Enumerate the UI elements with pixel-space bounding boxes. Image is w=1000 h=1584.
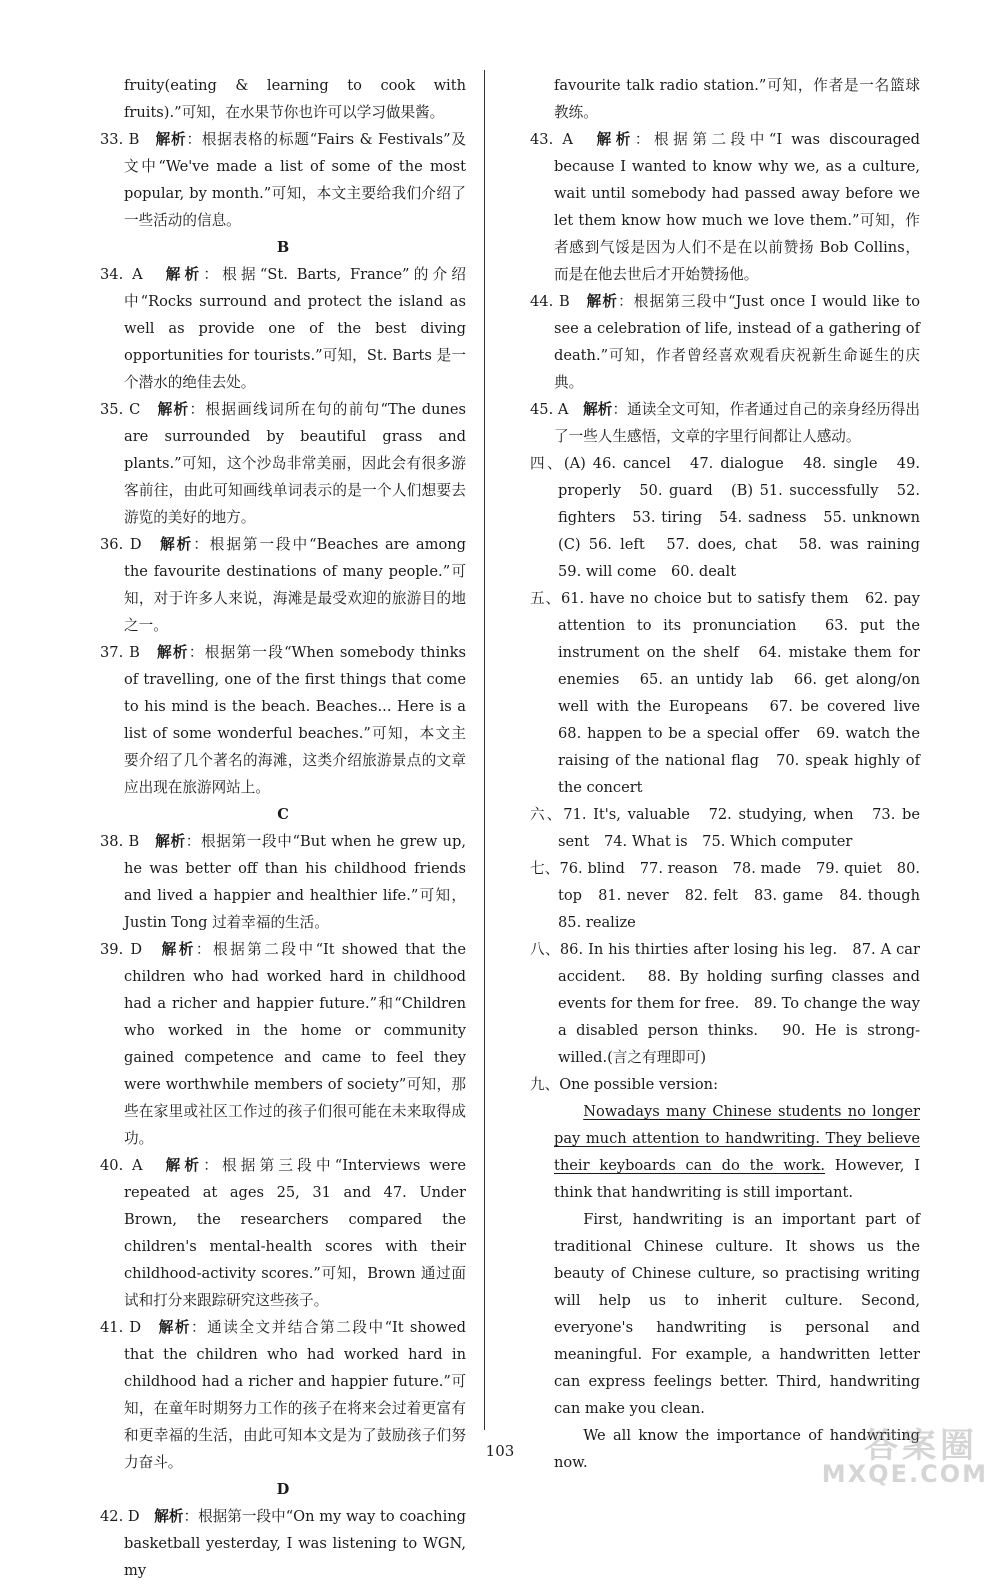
analysis-label: 解析 [155,833,186,850]
answer-number: 34. A [100,266,143,283]
analysis-label: 解析 [165,1157,204,1174]
answer-section: 七、76. blind 77. reason 78. made 79. quiet 80. top 81. never 82. felt 83. game 84. though 85. realize [530,860,935,931]
answer-number: 45. A [530,401,569,418]
essay-paragraph-1: Nowadays many Chinese students no longer pay much attention to handwriting. They believe their keyboards can do the work. However, I think that handwriting is still important. [554,1103,921,1201]
answer-number: 38. B [100,833,140,850]
analysis-text: ：根据第一段中“But when he grew up, he was better off than his childhood friends and lived a happier and healthier life.”可知，Justin Tong 过着幸福的生活。 [124,833,466,931]
answer-section: 九、One possible version: [530,1076,719,1093]
analysis-label: 解析 [155,131,187,148]
answer-section: 八、86. In his thirties after losing his leg. 87. A car accident. 88. By holding surfing classes and events for them for free. 89. To change the way a disabled person thinks. 90. He is strong-willed.(言之有理即可) [530,941,920,1066]
answer-number: 37. B [100,644,140,661]
answer-number: 39. D [100,941,143,958]
watermark-logo [788,1418,988,1488]
answer-item [100,1152,466,1314]
analysis-label: 解析 [157,644,189,661]
answer-item [530,288,920,396]
analysis-label: 解析 [583,401,613,418]
answer-number: 40. A [100,1157,143,1174]
essay-underlined-sentence: Nowadays many Chinese students no longer pay much attention to handwriting. They believe their keyboards can do the work. [554,1103,920,1174]
answer-number: 33. B [100,131,140,148]
answer-item [100,396,466,531]
analysis-label: 解析 [165,266,204,283]
left-column [100,72,466,1584]
answer-section: 四、(A) 46. cancel 47. dialogue 48. single 49. properly 50. guard (B) 51. successfully 52. fighters 53. tiring 54. sadness 55. unknown (C) 56. left 57. does, chat 58. was raining 59. will come 60. dealt [530,455,935,580]
analysis-label: 解析 [596,131,635,148]
column-divider [484,70,485,1430]
analysis-text: ：根据第三段中“Just once I would like to see a celebration of life, instead of a gathering of death.”可知，作者曾经喜欢观看庆祝新生命诞生的庆典。 [554,293,920,391]
section-heading: B [276,239,290,256]
analysis-label: 解析 [586,293,619,310]
analysis-label: 解析 [154,1508,184,1525]
analysis-text: ：根据第二段中“I was discouraged because I wanted to know why we, as a culture, wait until somebody had passed away before we let them know how much we love them.”可知，作者感到气馁是因为人们不是在以前赞扬 Bob Collins，而是在他去世后才开始赞扬他。 [554,131,920,283]
answer-number: 35. C [100,401,141,418]
answer-item [100,936,466,1152]
analysis-label: 解析 [161,941,196,958]
answer-section: 五、61. have no choice but to satisfy them 62. pay attention to its pronunciation 63. put the instrument on the shelf 64. mistake them for enemies 65. an untidy lab 66. get along/on well with the Europeans 67. be covered live 68. happen to be a special offer 69. watch the raising of the national flag 70. speak highly of the concert [530,590,935,796]
analysis-text: ：根据第二段中“It showed that the children who had worked hard in childhood had a richer and happier future.”和“Children who worked in the home or community gained competence and came to feel they were worthwhile members of society”可知，那些在家里或社区工作过的孩子们很可能在未来取得成功。 [124,941,466,1147]
answer-item [100,126,466,234]
continued-text: favourite talk radio station.”可知，作者是一名篮球教练。 [554,77,920,121]
essay-paragraph-3: We all know the importance of handwriting now. [554,1427,920,1471]
analysis-label: 解析 [157,401,190,418]
answer-item [100,1503,466,1584]
analysis-text: ：根据第三段中“Interviews were repeated at ages 25, 31 and 47. Under Brown, the researchers compared the children's mental-health scores with their childhood-activity scores.”可知，Brown 通过面试和打分来跟踪研究这些孩子。 [124,1157,466,1309]
watermark-bottom-text: MXQE.COM [821,1460,988,1488]
right-column-items [530,72,935,1098]
answer-number: 41. D [100,1319,142,1336]
analysis-text: ：根据第一段“When somebody thinks of travelling, one of the first things that come to his mind is the beach. Beaches... Here is a list of some wonderful beaches.”可知，本文主要介绍了几个著名的海滩，这类介绍旅游景点的文章应出现在旅游网站上。 [124,644,466,796]
essay-paragraph-2: First, handwriting is an important part of traditional Chinese culture. It shows us the beauty of Chinese culture, so practising writing will help us to inherit culture. Second, everyone's handwriting is personal and meaningful. For example, a handwritten letter can express feelings better. Third, handwriting can make you clean. [554,1211,920,1417]
section-heading: D [276,1481,290,1498]
analysis-text: ：根据“St. Barts, France”的介绍中“Rocks surround and protect the island as well as provide one of the best diving opportunities for tourists.”可知，St. Barts 是一个潜水的绝佳去处。 [124,266,466,391]
watermark-top-text: 答案圈 [864,1426,978,1466]
analysis-label: 解析 [160,536,194,553]
section-heading: C [277,806,289,823]
answer-number: 36. D [100,536,142,553]
answer-item [100,828,466,936]
answer-item [100,531,466,639]
answer-number: 43. A [530,131,573,148]
answer-item [530,126,920,288]
page-number: 103 [485,1442,515,1460]
analysis-text: ：通读全文可知，作者通过自己的亲身经历得出了一些人生感悟，文章的字里行间都让人感动。 [554,401,920,445]
answer-item [100,639,466,801]
answer-number: 42. D [100,1508,140,1525]
answer-item [100,261,466,396]
analysis-text: ：根据第一段中“Beaches are among the favourite destinations of many people.”可知，对于许多人来说，海滩是最受欢迎的旅游目的地之一。 [124,536,466,634]
answer-section: 六、71. It's, valuable 72. studying, when 73. be sent 74. What is 75. Which computer [530,806,920,850]
continued-text: fruity(eating & learning to cook with fruits).”可知，在水果节你也许可以学习做果酱。 [124,77,466,121]
analysis-text: ：根据表格的标题“Fairs & Festivals”及文中“We've made a list of some of the most popular, by month.”可知，本文主要给我们介绍了一些活动的信息。 [124,131,466,229]
answer-item [530,396,920,450]
answer-number: 44. B [530,293,570,310]
analysis-text: ：根据画线词所在句的前句“The dunes are surrounded by beautiful grass and plants.”可知，这个沙岛非常美丽，因此会有很多游客前往，由此可知画线单词表示的是一个人们想要去游览的美好的地方。 [124,401,466,526]
analysis-label: 解析 [158,1319,192,1336]
analysis-text: ：通读全文并结合第二段中“It showed that the children who had worked hard in childhood had a richer and happier future.”可知，在童年时期努力工作的孩子在将来会过着更富有和更幸福的生活，由此可知本文是为了鼓励孩子们努力奋斗。 [124,1319,466,1471]
analysis-text: ：根据第一段中“On my way to coaching basketball yesterday, I was listening to WGN, my [124,1508,466,1579]
